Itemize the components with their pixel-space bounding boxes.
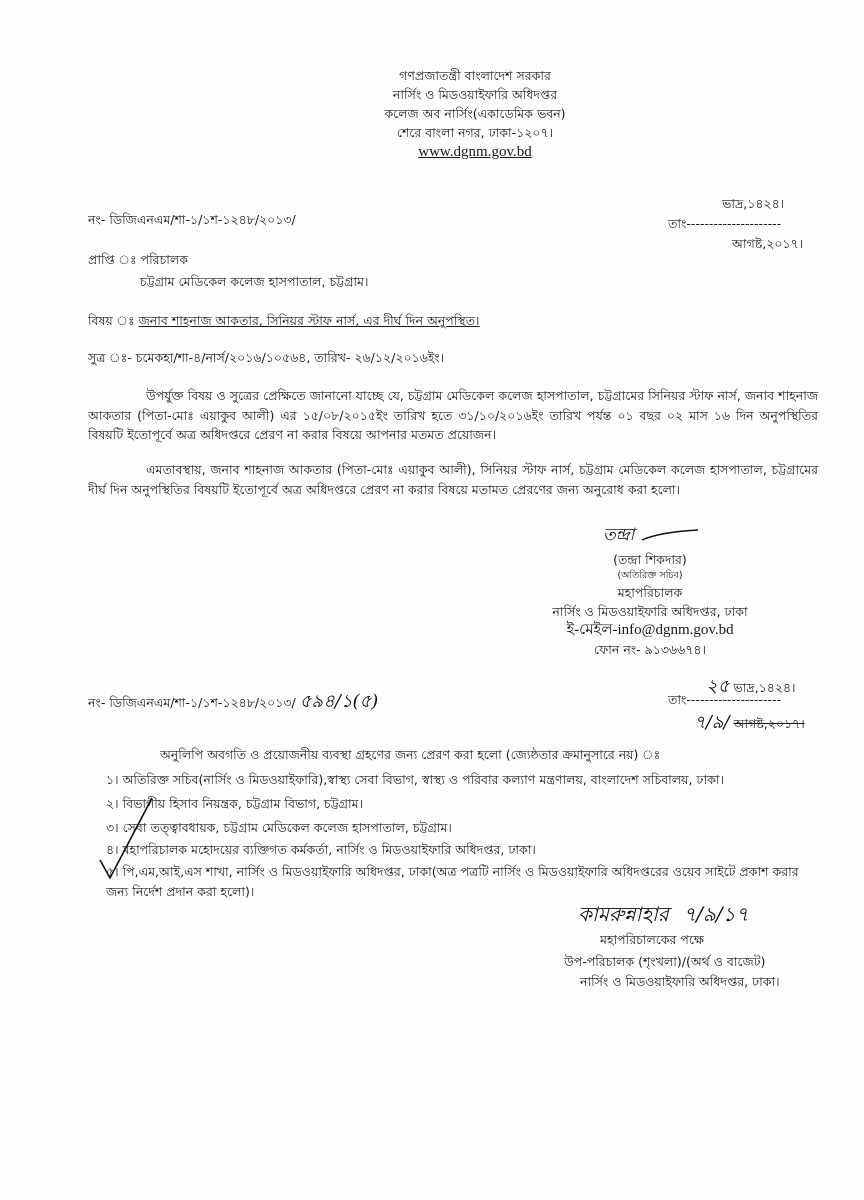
copy-date-english: আগষ্ট,২০১৭। (733, 716, 805, 731)
subject-line (88, 313, 480, 333)
signatory-email: ই-মেইল-info@dgnm.gov.bd (566, 622, 734, 638)
copy-recipient-2: ২। বিভাগীয় হিসাব নিয়ন্ত্রক, চট্টগ্রাম বিভাগ, চট্টগ্রাম। (106, 796, 364, 811)
signatory-title: মহাপরিচালক (617, 585, 683, 600)
check-mark-icon (96, 796, 156, 886)
copy-ref-number: নং- ডিজিএনএম/শা-১/১শ-১২৪৮/২০১৩/ (88, 695, 296, 710)
memo-date-english: আগষ্ট,২০১৭। (732, 236, 804, 251)
letterhead-line-college: কলেজ অব নার্সিং(একাডেমিক ভবন) (384, 106, 566, 121)
subject-text: জনাব শাহনাজ আকতার, সিনিয়র স্টাফ নার্স, এর দীর্ঘ দিন অনুপস্থিত। (138, 313, 480, 328)
letterhead-line-address: শেরে বাংলা নগর, ঢাকা-১২০৭। (396, 125, 554, 140)
copy-date-day-handwritten: ২৫ (706, 676, 730, 697)
signature-flourish-icon (640, 528, 700, 544)
copy-recipient-1: ১। অতিরিক্ত সচিব(নার্সিং ও মিডওয়াইফারি),স্বাস্থ্য সেবা বিভাগ, স্বাস্থ্য ও পরিবার কল্যাণ মন্ত্রণালয়, বাংলাদেশ সচিবালয়, ঢাকা। (106, 772, 724, 787)
signatory-2-title: উপ-পরিচালক (শৃংখলা)/(অর্থ ও বাজেট) (564, 954, 766, 969)
letterhead-line-directorate: নার্সিং ও মিডওয়াইফারি অধিদপ্তর (392, 87, 558, 102)
handwritten-signature-1 (603, 522, 700, 550)
copy-recipient-3: ৩। সেবা তত্ত্বাবধায়ক, চট্টগ্রাম মেডিকেল কলেজ হাসপাতাল, চট্টগ্রাম। (106, 820, 452, 835)
memo-date-bangla: ভাদ্র,১৪২৪। (722, 196, 785, 211)
signatory-2-office: নার্সিং ও মিডওয়াইফারি অধিদপ্তর, ঢাকা। (580, 974, 780, 989)
copy-ref-handwritten: ৫৯৪/১(৫) (299, 691, 379, 712)
signature-2-date: ৭/৯/১৭ (683, 902, 749, 926)
signature-2-scribble: কামরুন্নাহার (578, 902, 669, 926)
signature-block-1 (520, 550, 780, 659)
source-reference: সুত্র ঃ- চমেকহা/শা-৪/নার্স/২০১৬/১০৫৬৪, তারিখ- ২৬/১২/২০১৬ইং। (88, 350, 445, 365)
copy-date-label: তাং--------------------- (668, 692, 782, 707)
copy-recipient-5: ৫। পি,এম,আই,এস শাখা, নার্সিং ও মিডওয়াইফারি অধিদপ্তর, ঢাকা(অত্র পত্রটি নার্সিং ও মিডওয়াইফারি অধিদপ্তরের ওয়েব সাইটে প্রকাশ করার জন্য নির্দেশ প্রদান করা হলো)। (106, 864, 799, 899)
copy-date-bangla: ভাদ্র,১৪২৪। (733, 680, 796, 695)
letterhead-line-govt: গণপ্রজাতন্ত্রী বাংলাদেশ সরকার (399, 68, 551, 83)
recipient-label: প্রাপ্তি ঃ পরিচালক (88, 252, 188, 267)
recipient-address: চট্টগ্রাম মেডিকেল কলেজ হাসপাতাল, চট্টগ্রাম। (140, 274, 369, 289)
copy-ref-line (88, 687, 378, 718)
signatory-rank: (অতিরিক্ত সচিব) (617, 570, 683, 581)
on-behalf-label: মহাপরিচালকের পক্ষে (600, 932, 705, 947)
handwritten-signature-2 (578, 900, 749, 933)
signature-1-scribble: তন্দ্রা (603, 525, 635, 545)
memo-ref-number: নং- ডিজিএনএম/শা-১/১শ-১২৪৮/২০১৩/ (88, 212, 296, 227)
memo-date-label: তাং--------------------- (668, 216, 782, 231)
letterhead-website: www.dgnm.gov.bd (418, 144, 532, 160)
copy-date-english-line (694, 708, 805, 739)
signatory-phone: ফোন নং- ৯১৩৬৬৭৪। (594, 642, 706, 657)
copy-date-handwritten: ৭/৯/ (694, 712, 730, 733)
signatory-office: নার্সিং ও মিডওয়াইফারি অধিদপ্তর, ঢাকা (552, 604, 748, 619)
copy-recipient-4: ৪। মহাপরিচালক মহোদয়ের ব্যক্তিগত কর্মকর্তা, নার্সিং ও মিডওয়াইফারি অধিদপ্তর, ঢাকা। (106, 842, 536, 857)
body-paragraph-2: এমতাবস্থায়, জনাব শাহনাজ আকতার (পিতা-মোঃ এয়াকুব আলী), সিনিয়র স্টাফ নার্স, চট্টগ্রাম মেডিকেল কলেজ হাসপাতাল, চট্টগ্রামের দীর্ঘ দিন অনুপস্থিতির বিষয়টি ইতোপূর্বে অত্র অধিদপ্তরে প্রেরণ না করার বিষয়ে মতামত প্রেরণের জন্য অনুরোধ করা হলো। (88, 462, 818, 497)
subject-label: বিষয় ঃ (88, 313, 135, 328)
copy-intro: অনুলিপি অবগতি ও প্রয়োজনীয় ব্যবস্থা গ্রহণের জন্য প্রেরণ করা হলো (জ্যেষ্ঠতার ক্রমানুসারে নয়) ঃ (160, 747, 661, 762)
body-paragraph-1: উপর্যুক্ত বিষয় ও সুত্রের প্রেক্ষিতে জানানো যাচ্ছে যে, চট্টগ্রাম মেডিকেল কলেজ হাসপাতাল, চট্টগ্রামের সিনিয়র স্টাফ নার্স, জনাব শাহনাজ আকতার (পিতা-মোঃ এয়াকুব আলী) এর ১৫/০৮/২০১৫ইং তারিখ হতে ৩১/১০/২০১৬ইং তারিখ পর্যন্ত ০১ বছর ০২ মাস ১৬ দিন অনুপস্থিতির বিষয়টি ইতোপূর্বে অত্র অধিদপ্তরে প্রেরণ না করার বিষয়ে আপনার মতমত প্রয়োজন। (88, 388, 818, 442)
signatory-name: (তন্দ্রা শিকদার) (613, 552, 687, 567)
